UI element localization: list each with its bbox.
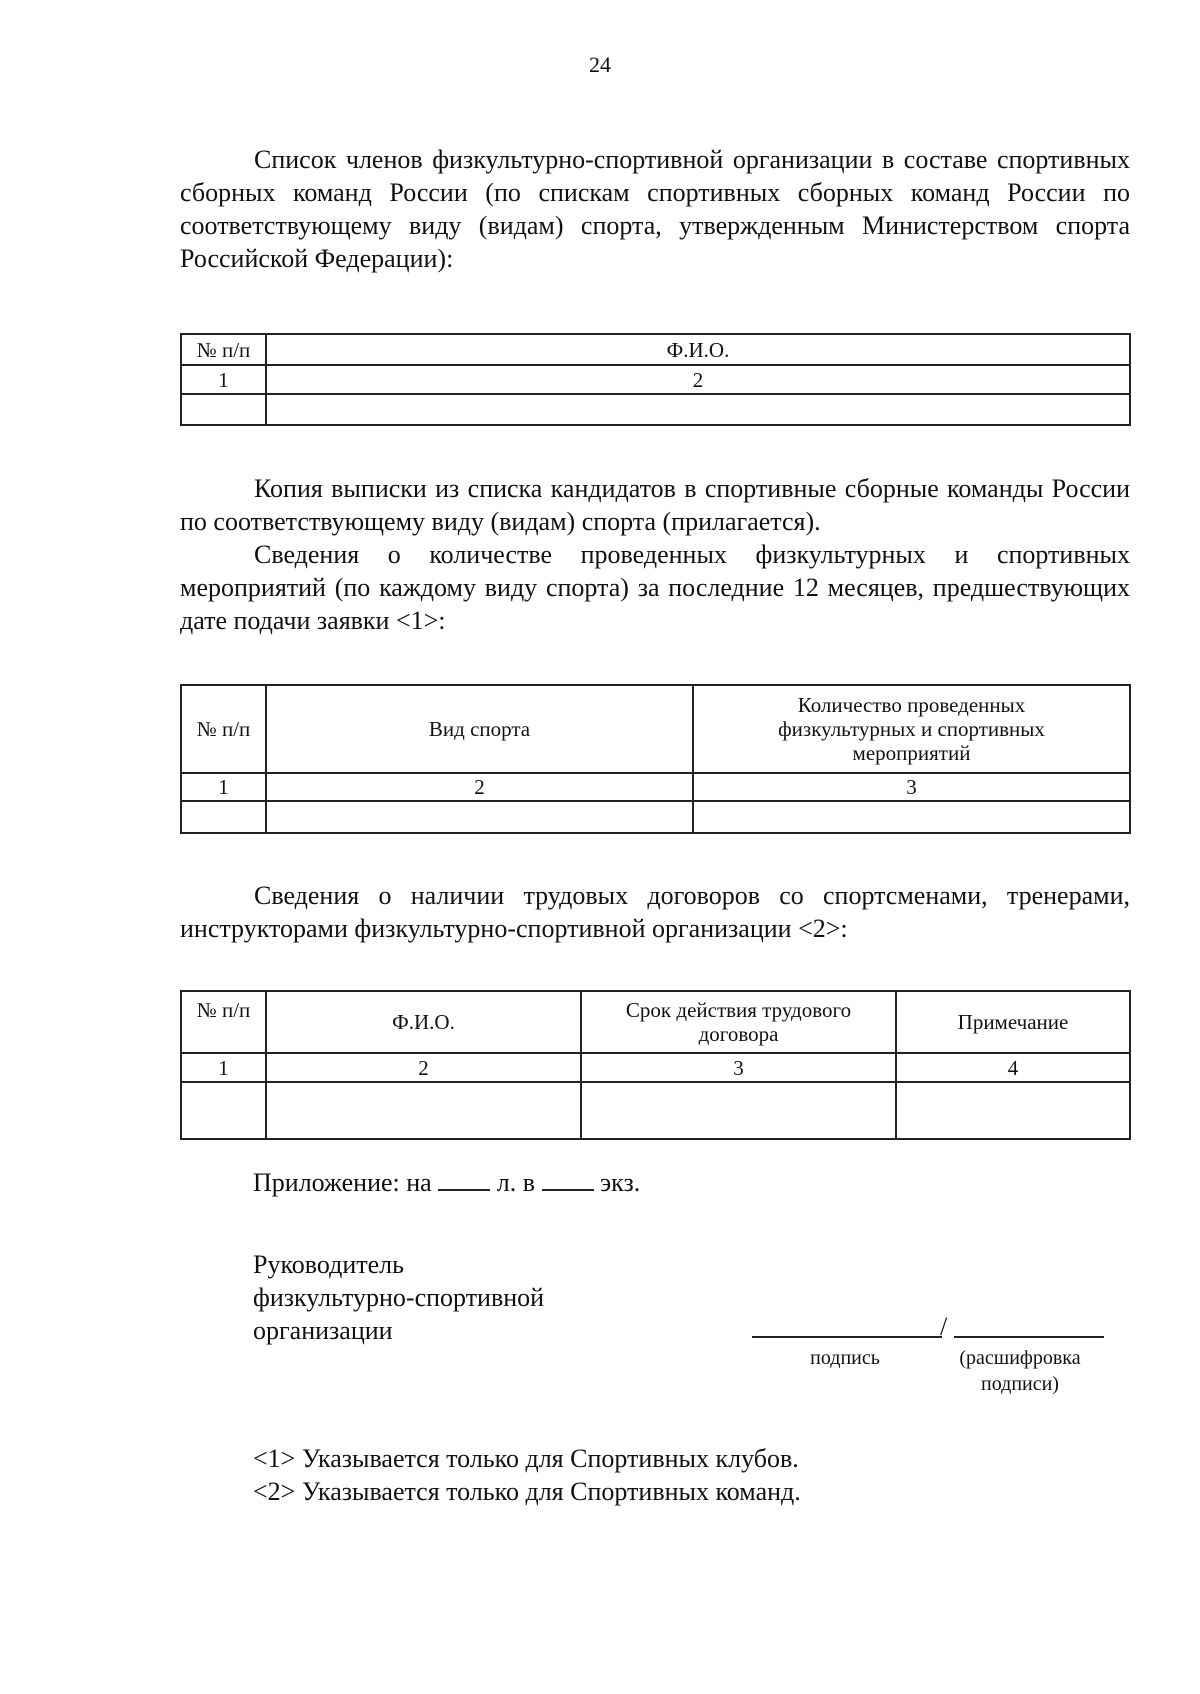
events-table [180,684,1131,834]
table-empty-row [181,801,1130,833]
column-number-1: 1 [181,773,266,801]
column-number-3: 3 [693,773,1130,801]
members-list-intro: Список членов физкультурно-спортивной организации в составе спортивных сборных команд России (по спискам спортивных сборных команд России по соответствующему виду (видам) спорта, утвержденным Министерством спорта Российской Федерации): [180,145,1130,273]
column-header-sport: Вид спорта [266,685,693,773]
column-header-contract-term: Срок действия трудового договора [581,991,896,1053]
empty-cell [181,801,266,833]
column-number-2: 2 [266,365,1130,394]
column-header-fio: Ф.И.О. [266,991,581,1053]
column-number-4: 4 [896,1053,1130,1082]
table-number-row [181,1053,1130,1082]
column-header-fio: Ф.И.О. [266,334,1130,365]
empty-cell [896,1082,1130,1139]
table-empty-row [181,394,1130,425]
empty-cell [581,1082,896,1139]
extract-copy-text: Копия выписки из списка кандидатов в спортивные сборные команды России по соответствующему виду (видам) спорта (прилагается). [180,474,1130,536]
footnote-1: <1> Указывается только для Спортивных клубов. [253,1444,799,1473]
events-intro: Сведения о количестве проведенных физкультурных и спортивных мероприятий (по каждому виду спорта) за последние 12 месяцев, предшествующих дате подачи заявки <1>: [180,540,1130,635]
signature-decode-label [920,1345,1120,1397]
contracts-table [180,990,1131,1140]
column-number-2: 2 [266,773,693,801]
head-title-line-3: организации [253,1316,393,1345]
column-header-number: № п/п [181,685,266,773]
signature-decode-label-line-2: подписи) [981,1373,1059,1395]
signature-decode-label-line-1: (расшифровка [959,1347,1081,1369]
table-empty-row [181,1082,1130,1139]
column-number-3: 3 [581,1053,896,1082]
column-header-events-count: Количество проведенных физкультурных и спортивных мероприятий [693,685,1130,773]
appendix-middle: л. в [496,1168,535,1197]
head-title-line-1: Руководитель [253,1250,404,1279]
page-number: 24 [589,52,611,77]
column-header-note: Примечание [896,991,1130,1053]
appendix-line [253,1168,640,1198]
column-header-number: № п/п [181,334,266,365]
appendix-prefix: Приложение: на [253,1168,432,1197]
empty-cell [693,801,1130,833]
table-header-row [181,334,1130,365]
column-number-2: 2 [266,1053,581,1082]
members-table [180,333,1131,426]
table-number-row [181,773,1130,801]
empty-cell [266,801,693,833]
footnote-2: <2> Указывается только для Спортивных команд. [253,1477,801,1506]
appendix-suffix: экз. [600,1168,641,1197]
column-number-1: 1 [181,365,266,394]
table-number-row [181,365,1130,394]
column-number-1: 1 [181,1053,266,1082]
signature-slash: / [940,1312,948,1341]
empty-cell [266,1082,581,1139]
sheets-blank [438,1169,490,1191]
empty-cell [266,394,1130,425]
table-header-row [181,991,1130,1053]
copies-blank [542,1169,594,1191]
signature-line [752,1336,942,1338]
contracts-intro: Сведения о наличии трудовых договоров со спортсменами, тренерами, инструкторами физкультурно-спортивной организации <2>: [180,881,1130,943]
empty-cell [181,1082,266,1139]
empty-cell [181,394,266,425]
table-header-row [181,685,1130,773]
signature-decode-line [954,1336,1104,1338]
column-header-number: № п/п [181,991,266,1053]
head-title-line-2: физкультурно-спортивной [253,1283,545,1312]
signature-label: подпись [810,1347,880,1369]
